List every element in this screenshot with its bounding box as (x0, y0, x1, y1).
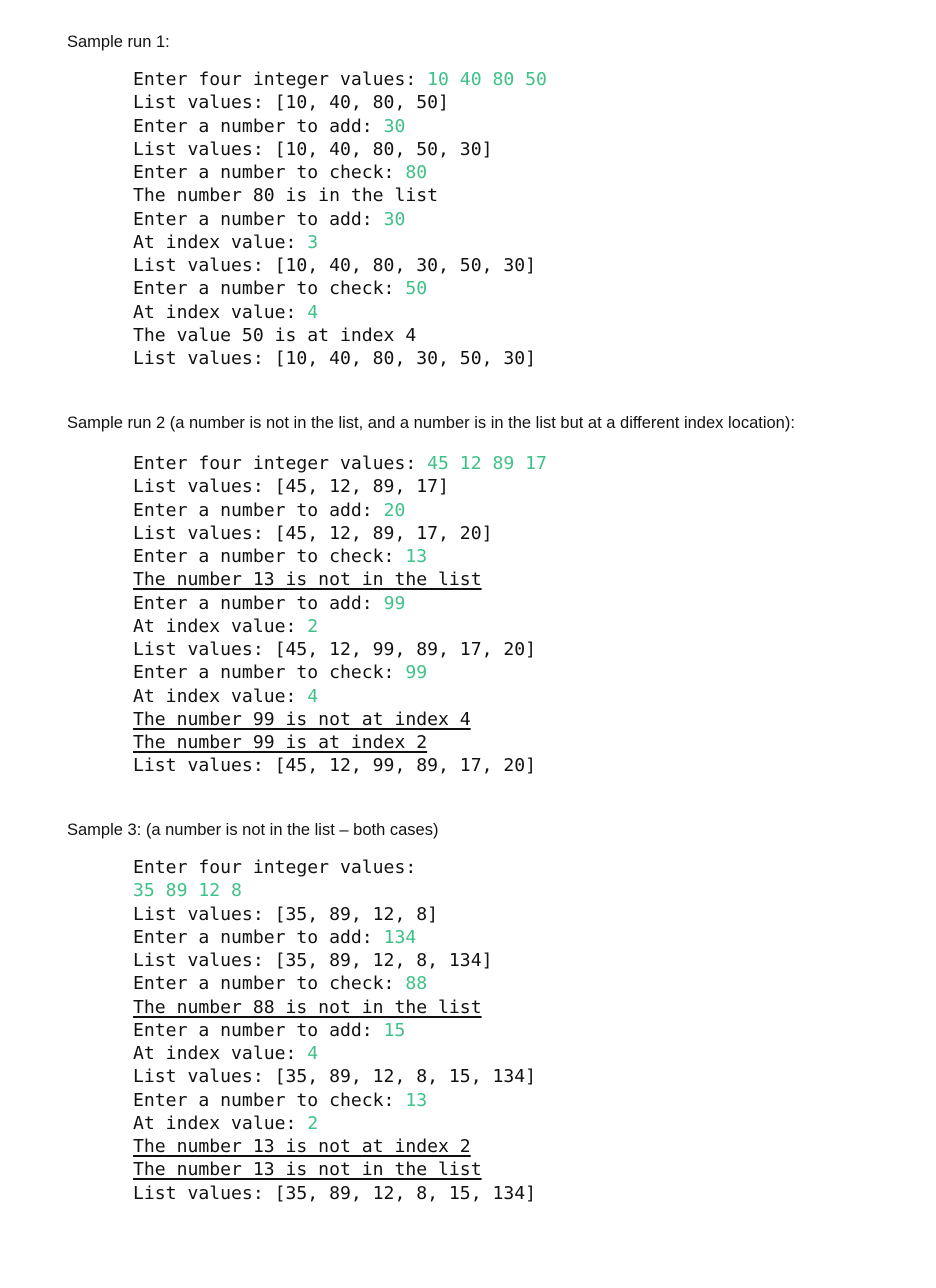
console-line (133, 996, 536, 1019)
user-input-text: 4 (307, 1043, 319, 1064)
sample-run-1-heading: Sample run 1: (67, 33, 170, 51)
console-line (133, 91, 547, 114)
highlighted-output-text: The number 13 is not in the list (133, 569, 482, 591)
console-line (133, 545, 547, 568)
console-line (133, 592, 547, 615)
sample-run-2-heading: Sample run 2 (a number is not in the list, and a number is in the list but at a different index location): (67, 414, 795, 432)
console-line (133, 324, 547, 347)
user-input-text: 45 12 89 17 (427, 453, 547, 474)
output-text: Enter a number to add: (133, 208, 384, 230)
output-text: List values: [45, 12, 99, 89, 17, 20] (133, 639, 537, 660)
highlighted-output-text: The number 88 is not in the list (133, 996, 482, 1018)
user-input-text: 10 40 80 50 (427, 69, 547, 90)
console-line (133, 1182, 536, 1205)
output-text: List values: [45, 12, 99, 89, 17, 20] (133, 755, 537, 777)
output-text: List values: [45, 12, 89, 17] (133, 476, 449, 498)
output-text: Enter a number to add: (133, 499, 384, 521)
sample-run-2-console (133, 452, 547, 778)
console-line (133, 208, 547, 231)
console-line (133, 475, 547, 498)
output-text: List values: [10, 40, 80, 50] (133, 92, 449, 114)
console-line (133, 1158, 536, 1181)
user-input-text: 30 (383, 115, 406, 137)
console-line (133, 452, 547, 475)
output-text: Enter a number to add: (133, 592, 384, 614)
sample-run-1-console (133, 68, 547, 370)
console-line (133, 903, 536, 926)
user-input-text: 15 (383, 1019, 406, 1041)
output-text: List values: [35, 89, 12, 8, 134] (133, 950, 493, 971)
output-text: The value 50 is at index 4 (133, 324, 417, 346)
highlighted-output-text: The number 13 is not at index 2 (133, 1136, 471, 1157)
console-line (133, 972, 536, 995)
console-line (133, 522, 547, 545)
output-text: At index value: (133, 685, 308, 707)
output-text: List values: [10, 40, 80, 30, 50, 30] (133, 255, 537, 276)
console-line (133, 615, 547, 638)
console-line (133, 685, 547, 708)
console-line (133, 68, 547, 91)
output-text: Enter a number to check: (133, 278, 406, 300)
output-text: Enter a number to add: (133, 1019, 384, 1041)
console-line (133, 856, 536, 879)
console-line (133, 277, 547, 300)
console-line (133, 926, 536, 949)
output-text: Enter a number to check: (133, 546, 406, 567)
output-text: List values: [35, 89, 12, 8, 15, 134] (133, 1182, 537, 1204)
output-text: Enter a number to check: (133, 1089, 406, 1111)
user-input-text: 80 (405, 162, 428, 183)
console-line (133, 754, 547, 777)
console-line (133, 879, 536, 902)
output-text: Enter four integer values: (133, 69, 428, 90)
console-line (133, 661, 547, 684)
user-input-text: 88 (405, 973, 428, 995)
console-line (133, 301, 547, 324)
highlighted-output-text: The number 13 is not in the list (133, 1159, 482, 1181)
user-input-text: 3 (307, 231, 319, 253)
output-text: At index value: (133, 615, 308, 637)
output-text: At index value: (133, 301, 308, 323)
console-line (133, 231, 547, 254)
highlighted-output-text: The number 99 is at index 2 (133, 732, 428, 753)
output-text: Enter a number to add: (133, 926, 384, 948)
console-line (133, 638, 547, 661)
output-text: Enter a number to check: (133, 662, 406, 684)
output-text: At index value: (133, 1043, 308, 1064)
console-line (133, 1089, 536, 1112)
output-text: List values: [35, 89, 12, 8, 15, 134] (133, 1066, 537, 1088)
console-line (133, 115, 547, 138)
user-input-text: 99 (383, 592, 406, 614)
user-input-text: 4 (307, 685, 319, 707)
output-text: Enter a number to add: (133, 115, 384, 137)
output-text: Enter a number to check: (133, 973, 406, 995)
highlighted-output-text: The number 99 is not at index 4 (133, 708, 471, 730)
console-line (133, 254, 547, 277)
output-text: The number 80 is in the list (133, 185, 439, 207)
user-input-text: 4 (307, 301, 319, 323)
user-input-text: 99 (405, 662, 428, 684)
console-line (133, 708, 547, 731)
sample-run-3-heading: Sample 3: (a number is not in the list – both cases) (67, 821, 439, 839)
user-input-text: 13 (405, 546, 428, 567)
console-line (133, 161, 547, 184)
sample-run-3-console (133, 856, 536, 1205)
console-line (133, 949, 536, 972)
output-text: List values: [10, 40, 80, 50, 30] (133, 138, 493, 160)
console-line (133, 1135, 536, 1158)
console-line (133, 184, 547, 207)
console-line (133, 1019, 536, 1042)
console-line (133, 138, 547, 161)
user-input-text: 13 (405, 1089, 428, 1111)
console-line (133, 347, 547, 370)
user-input-text: 134 (383, 926, 417, 948)
user-input-text: 20 (383, 499, 406, 521)
output-text: List values: [35, 89, 12, 8] (133, 903, 439, 925)
console-line (133, 568, 547, 591)
output-text: List values: [45, 12, 89, 17, 20] (133, 522, 493, 544)
user-input-text: 2 (307, 615, 319, 637)
console-line (133, 499, 547, 522)
console-line (133, 1042, 536, 1065)
user-input-text: 2 (307, 1112, 319, 1134)
console-line (133, 1065, 536, 1088)
console-line (133, 1112, 536, 1135)
user-input-text: 30 (383, 208, 406, 230)
user-input-text: 35 89 12 8 (133, 880, 242, 902)
output-text: Enter four integer values: (133, 453, 428, 474)
output-text: Enter four integer values: (133, 857, 417, 878)
user-input-text: 50 (405, 278, 428, 300)
output-text: At index value: (133, 1112, 308, 1134)
output-text: List values: [10, 40, 80, 30, 50, 30] (133, 348, 537, 369)
console-line (133, 731, 547, 754)
output-text: Enter a number to check: (133, 162, 406, 183)
output-text: At index value: (133, 231, 308, 253)
